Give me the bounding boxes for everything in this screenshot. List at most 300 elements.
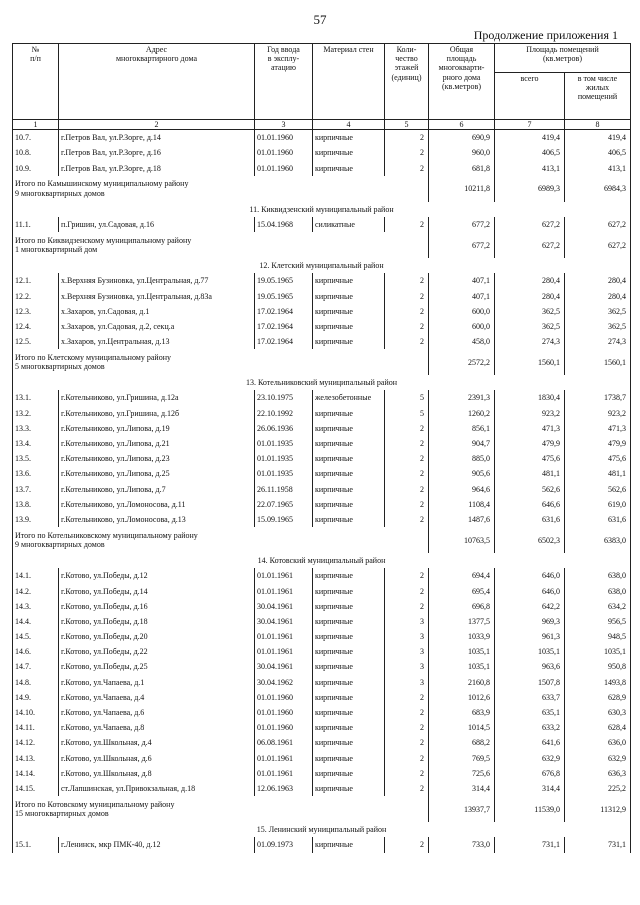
table-row bbox=[13, 735, 631, 750]
table-row bbox=[13, 145, 631, 160]
row-living-area: 225,2 bbox=[565, 781, 631, 796]
row-number: 13.4. bbox=[13, 436, 59, 451]
row-year: 26.06.1936 bbox=[255, 421, 313, 436]
row-year: 01.01.1961 bbox=[255, 766, 313, 781]
row-material: кирпичные bbox=[313, 451, 385, 466]
table-row bbox=[13, 466, 631, 481]
row-floors: 5 bbox=[385, 390, 429, 405]
district-name: 11. Киквидзенский муниципальный район bbox=[13, 202, 631, 217]
row-all-area: 633,2 bbox=[495, 720, 565, 735]
district-total-area: 2572,2 bbox=[429, 349, 495, 375]
row-total-area: 1012,6 bbox=[429, 690, 495, 705]
table-row bbox=[13, 319, 631, 334]
row-address: ст.Лапшинская, ул.Привокзальная, д.18 bbox=[59, 781, 255, 796]
row-number: 14.9. bbox=[13, 690, 59, 705]
row-all-area: 562,6 bbox=[495, 482, 565, 497]
row-total-area: 1014,5 bbox=[429, 720, 495, 735]
row-number: 14.13. bbox=[13, 751, 59, 766]
row-floors: 2 bbox=[385, 512, 429, 527]
row-floors: 2 bbox=[385, 130, 429, 146]
row-living-area: 1493,8 bbox=[565, 675, 631, 690]
row-year: 17.02.1964 bbox=[255, 319, 313, 334]
column-number: 2 bbox=[59, 120, 255, 130]
row-total-area: 694,4 bbox=[429, 568, 495, 583]
row-total-area: 683,9 bbox=[429, 705, 495, 720]
row-address: г.Котово, ул.Победы, д.25 bbox=[59, 659, 255, 674]
row-year: 01.01.1935 bbox=[255, 436, 313, 451]
row-material: железобетонные bbox=[313, 390, 385, 405]
district-living-area: 6984,3 bbox=[565, 176, 631, 202]
row-total-area: 733,0 bbox=[429, 837, 495, 852]
row-living-area: 479,9 bbox=[565, 436, 631, 451]
row-year: 17.02.1964 bbox=[255, 334, 313, 349]
row-number: 13.9. bbox=[13, 512, 59, 527]
row-address: г.Котельниково, ул.Ломоносова, д.11 bbox=[59, 497, 255, 512]
row-all-area: 362,5 bbox=[495, 304, 565, 319]
table-row bbox=[13, 675, 631, 690]
row-number: 14.3. bbox=[13, 599, 59, 614]
row-floors: 2 bbox=[385, 466, 429, 481]
row-number: 13.2. bbox=[13, 406, 59, 421]
row-living-area: 413,1 bbox=[565, 161, 631, 176]
district-total-row bbox=[13, 176, 631, 202]
district-name: 13. Котельниковский муниципальный район bbox=[13, 375, 631, 390]
row-year: 30.04.1961 bbox=[255, 614, 313, 629]
row-material: кирпичные bbox=[313, 690, 385, 705]
row-address: г.Котово, ул.Чапаева, д.1 bbox=[59, 675, 255, 690]
row-number: 12.2. bbox=[13, 289, 59, 304]
row-material: кирпичные bbox=[313, 289, 385, 304]
table-row bbox=[13, 751, 631, 766]
row-material: кирпичные bbox=[313, 161, 385, 176]
row-total-area: 1260,2 bbox=[429, 406, 495, 421]
row-all-area: 632,9 bbox=[495, 751, 565, 766]
district-section-header bbox=[13, 822, 631, 837]
row-all-area: 646,6 bbox=[495, 497, 565, 512]
row-number: 13.3. bbox=[13, 421, 59, 436]
row-material: кирпичные bbox=[313, 766, 385, 781]
row-total-area: 1108,4 bbox=[429, 497, 495, 512]
row-year: 26.11.1958 bbox=[255, 482, 313, 497]
row-total-area: 407,1 bbox=[429, 289, 495, 304]
column-number: 1 bbox=[13, 120, 59, 130]
row-address: г.Котельниково, ул.Липова, д.19 bbox=[59, 421, 255, 436]
row-floors: 2 bbox=[385, 781, 429, 796]
table-row bbox=[13, 390, 631, 405]
row-number: 14.14. bbox=[13, 766, 59, 781]
row-floors: 2 bbox=[385, 584, 429, 599]
row-total-area: 695,4 bbox=[429, 584, 495, 599]
row-total-area: 1035,1 bbox=[429, 644, 495, 659]
row-material: кирпичные bbox=[313, 497, 385, 512]
row-floors: 2 bbox=[385, 482, 429, 497]
row-number: 10.7. bbox=[13, 130, 59, 146]
row-living-area: 280,4 bbox=[565, 273, 631, 288]
row-total-area: 2160,8 bbox=[429, 675, 495, 690]
row-floors: 2 bbox=[385, 451, 429, 466]
row-year: 19.05.1965 bbox=[255, 289, 313, 304]
row-address: г.Котово, ул.Победы, д.16 bbox=[59, 599, 255, 614]
row-year: 01.01.1960 bbox=[255, 130, 313, 146]
header-no: № п/п bbox=[13, 44, 59, 120]
row-total-area: 964,6 bbox=[429, 482, 495, 497]
row-number: 14.8. bbox=[13, 675, 59, 690]
row-all-area: 642,2 bbox=[495, 599, 565, 614]
row-total-area: 2391,3 bbox=[429, 390, 495, 405]
row-floors: 2 bbox=[385, 837, 429, 852]
row-living-area: 948,5 bbox=[565, 629, 631, 644]
header-all: всего bbox=[495, 73, 565, 120]
row-floors: 2 bbox=[385, 751, 429, 766]
table-row bbox=[13, 406, 631, 421]
district-total-area: 677,2 bbox=[429, 232, 495, 258]
row-material: кирпичные bbox=[313, 629, 385, 644]
row-year: 01.01.1961 bbox=[255, 584, 313, 599]
row-material: кирпичные bbox=[313, 512, 385, 527]
row-material: кирпичные bbox=[313, 145, 385, 160]
row-all-area: 475,6 bbox=[495, 451, 565, 466]
district-total-label: Итого по Клетскому муниципальному району 5 многоквартирных домов bbox=[13, 349, 429, 375]
row-total-area: 690,9 bbox=[429, 130, 495, 146]
row-all-area: 633,7 bbox=[495, 690, 565, 705]
row-number: 12.1. bbox=[13, 273, 59, 288]
row-address: г.Петров Вал, ул.Р.Зорге, д.16 bbox=[59, 145, 255, 160]
housing-table bbox=[12, 43, 631, 853]
table-row bbox=[13, 584, 631, 599]
district-total-area: 10211,8 bbox=[429, 176, 495, 202]
row-material: кирпичные bbox=[313, 659, 385, 674]
row-material: кирпичные bbox=[313, 584, 385, 599]
row-all-area: 419,4 bbox=[495, 130, 565, 146]
row-total-area: 885,0 bbox=[429, 451, 495, 466]
district-all-area: 627,2 bbox=[495, 232, 565, 258]
district-total-label: Итого по Камышинскому муниципальному району 9 многоквартирных домов bbox=[13, 176, 429, 202]
row-number: 10.9. bbox=[13, 161, 59, 176]
row-year: 22.07.1965 bbox=[255, 497, 313, 512]
table-row bbox=[13, 451, 631, 466]
row-total-area: 960,0 bbox=[429, 145, 495, 160]
row-living-area: 638,0 bbox=[565, 584, 631, 599]
row-total-area: 600,0 bbox=[429, 319, 495, 334]
row-material: кирпичные bbox=[313, 568, 385, 583]
row-living-area: 280,4 bbox=[565, 289, 631, 304]
district-name: 15. Ленинский муниципальный район bbox=[13, 822, 631, 837]
header-living: в том числе жилых помещений bbox=[565, 73, 631, 120]
row-year: 23.10.1975 bbox=[255, 390, 313, 405]
row-total-area: 681,8 bbox=[429, 161, 495, 176]
row-floors: 2 bbox=[385, 568, 429, 583]
row-address: г.Котово, ул.Школьная, д.4 bbox=[59, 735, 255, 750]
table-row bbox=[13, 766, 631, 781]
table-row bbox=[13, 436, 631, 451]
row-living-area: 362,5 bbox=[565, 319, 631, 334]
row-year: 01.01.1960 bbox=[255, 690, 313, 705]
row-material: кирпичные bbox=[313, 406, 385, 421]
district-all-area: 11539,0 bbox=[495, 796, 565, 822]
table-row bbox=[13, 273, 631, 288]
district-section-header bbox=[13, 258, 631, 273]
row-floors: 2 bbox=[385, 145, 429, 160]
row-year: 01.01.1960 bbox=[255, 720, 313, 735]
row-year: 30.04.1962 bbox=[255, 675, 313, 690]
row-number: 12.3. bbox=[13, 304, 59, 319]
row-all-area: 413,1 bbox=[495, 161, 565, 176]
row-year: 01.01.1960 bbox=[255, 145, 313, 160]
row-number: 13.6. bbox=[13, 466, 59, 481]
district-total-label: Итого по Котовскому муниципальному району 15 многоквартирных домов bbox=[13, 796, 429, 822]
row-all-area: 274,3 bbox=[495, 334, 565, 349]
row-total-area: 1487,6 bbox=[429, 512, 495, 527]
row-material: кирпичные bbox=[313, 304, 385, 319]
row-living-area: 956,5 bbox=[565, 614, 631, 629]
row-all-area: 1830,4 bbox=[495, 390, 565, 405]
row-total-area: 688,2 bbox=[429, 735, 495, 750]
row-total-area: 1035,1 bbox=[429, 659, 495, 674]
row-floors: 3 bbox=[385, 659, 429, 674]
row-all-area: 641,6 bbox=[495, 735, 565, 750]
row-year: 17.02.1964 bbox=[255, 304, 313, 319]
district-name: 14. Котовский муниципальный район bbox=[13, 553, 631, 568]
district-total-label: Итого по Киквидзенскому муниципальному району 1 многоквартирный дом bbox=[13, 232, 429, 258]
row-living-area: 631,6 bbox=[565, 512, 631, 527]
row-address: г.Котово, ул.Победы, д.20 bbox=[59, 629, 255, 644]
row-address: г.Котельниково, ул.Гришина, д.12б bbox=[59, 406, 255, 421]
row-total-area: 407,1 bbox=[429, 273, 495, 288]
row-living-area: 471,3 bbox=[565, 421, 631, 436]
row-living-area: 475,6 bbox=[565, 451, 631, 466]
district-all-area: 1560,1 bbox=[495, 349, 565, 375]
row-year: 22.10.1992 bbox=[255, 406, 313, 421]
row-material: кирпичные bbox=[313, 273, 385, 288]
row-material: кирпичные bbox=[313, 644, 385, 659]
row-all-area: 635,1 bbox=[495, 705, 565, 720]
row-floors: 2 bbox=[385, 273, 429, 288]
row-material: силикатные bbox=[313, 217, 385, 232]
table-row bbox=[13, 421, 631, 436]
table-row bbox=[13, 629, 631, 644]
header-address: Адрес многоквартирного дома bbox=[59, 44, 255, 120]
row-living-area: 362,5 bbox=[565, 304, 631, 319]
header-material: Материал стен bbox=[313, 44, 385, 120]
district-section-header bbox=[13, 375, 631, 390]
table-row bbox=[13, 781, 631, 796]
page-number: 57 bbox=[313, 12, 327, 27]
row-living-area: 274,3 bbox=[565, 334, 631, 349]
row-number: 14.1. bbox=[13, 568, 59, 583]
row-material: кирпичные bbox=[313, 466, 385, 481]
row-floors: 2 bbox=[385, 436, 429, 451]
district-living-area: 627,2 bbox=[565, 232, 631, 258]
row-year: 30.04.1961 bbox=[255, 659, 313, 674]
row-living-area: 1035,1 bbox=[565, 644, 631, 659]
row-all-area: 314,4 bbox=[495, 781, 565, 796]
row-total-area: 1377,5 bbox=[429, 614, 495, 629]
row-number: 12.4. bbox=[13, 319, 59, 334]
row-material: кирпичные bbox=[313, 599, 385, 614]
row-total-area: 905,6 bbox=[429, 466, 495, 481]
district-section-header bbox=[13, 553, 631, 568]
table-row bbox=[13, 690, 631, 705]
row-floors: 5 bbox=[385, 406, 429, 421]
row-address: г.Котово, ул.Чапаева, д.8 bbox=[59, 720, 255, 735]
district-total-area: 10763,5 bbox=[429, 527, 495, 553]
row-address: х.Захаров, ул.Центральная, д.13 bbox=[59, 334, 255, 349]
row-all-area: 627,2 bbox=[495, 217, 565, 232]
table-row bbox=[13, 599, 631, 614]
row-year: 01.01.1935 bbox=[255, 466, 313, 481]
row-number: 14.12. bbox=[13, 735, 59, 750]
district-total-row bbox=[13, 796, 631, 822]
row-material: кирпичные bbox=[313, 319, 385, 334]
row-address: г.Котельниково, ул.Гришина, д.12а bbox=[59, 390, 255, 405]
district-living-area: 11312,9 bbox=[565, 796, 631, 822]
table-row bbox=[13, 659, 631, 674]
row-number: 13.5. bbox=[13, 451, 59, 466]
table-row bbox=[13, 304, 631, 319]
continuation-title: Продолжение приложения 1 bbox=[473, 28, 618, 42]
row-number: 15.1. bbox=[13, 837, 59, 852]
row-year: 01.01.1935 bbox=[255, 451, 313, 466]
row-address: г.Петров Вал, ул.Р.Зорге, д.14 bbox=[59, 130, 255, 146]
row-living-area: 481,1 bbox=[565, 466, 631, 481]
row-all-area: 923,2 bbox=[495, 406, 565, 421]
row-number: 10.8. bbox=[13, 145, 59, 160]
row-year: 15.04.1968 bbox=[255, 217, 313, 232]
row-floors: 2 bbox=[385, 319, 429, 334]
row-number: 14.10. bbox=[13, 705, 59, 720]
row-year: 19.05.1965 bbox=[255, 273, 313, 288]
row-number: 12.5. bbox=[13, 334, 59, 349]
row-living-area: 923,2 bbox=[565, 406, 631, 421]
row-total-area: 314,4 bbox=[429, 781, 495, 796]
row-all-area: 406,5 bbox=[495, 145, 565, 160]
row-all-area: 961,3 bbox=[495, 629, 565, 644]
row-number: 13.1. bbox=[13, 390, 59, 405]
row-all-area: 731,1 bbox=[495, 837, 565, 852]
row-all-area: 1035,1 bbox=[495, 644, 565, 659]
table-row bbox=[13, 289, 631, 304]
row-floors: 2 bbox=[385, 161, 429, 176]
row-number: 14.5. bbox=[13, 629, 59, 644]
row-material: кирпичные bbox=[313, 421, 385, 436]
row-material: кирпичные bbox=[313, 130, 385, 146]
row-all-area: 969,3 bbox=[495, 614, 565, 629]
row-floors: 3 bbox=[385, 675, 429, 690]
row-material: кирпичные bbox=[313, 735, 385, 750]
row-living-area: 628,4 bbox=[565, 720, 631, 735]
district-total-row bbox=[13, 349, 631, 375]
row-floors: 2 bbox=[385, 720, 429, 735]
row-total-area: 769,5 bbox=[429, 751, 495, 766]
row-year: 01.09.1973 bbox=[255, 837, 313, 852]
district-all-area: 6989,3 bbox=[495, 176, 565, 202]
row-number: 14.2. bbox=[13, 584, 59, 599]
row-material: кирпичные bbox=[313, 751, 385, 766]
header-floors: Коли- чество этажей (единиц) bbox=[385, 44, 429, 120]
row-living-area: 630,3 bbox=[565, 705, 631, 720]
row-all-area: 676,8 bbox=[495, 766, 565, 781]
row-address: х.Захаров, ул.Садовая, д.2, секц.а bbox=[59, 319, 255, 334]
table-row bbox=[13, 497, 631, 512]
row-total-area: 1033,9 bbox=[429, 629, 495, 644]
row-living-area: 1738,7 bbox=[565, 390, 631, 405]
column-number: 6 bbox=[429, 120, 495, 130]
row-all-area: 1507,8 bbox=[495, 675, 565, 690]
row-floors: 2 bbox=[385, 599, 429, 614]
row-address: г.Котельниково, ул.Липова, д.23 bbox=[59, 451, 255, 466]
row-year: 12.06.1963 bbox=[255, 781, 313, 796]
row-year: 30.04.1961 bbox=[255, 599, 313, 614]
row-floors: 2 bbox=[385, 735, 429, 750]
table-row bbox=[13, 614, 631, 629]
row-total-area: 856,1 bbox=[429, 421, 495, 436]
row-living-area: 950,8 bbox=[565, 659, 631, 674]
row-year: 01.01.1961 bbox=[255, 568, 313, 583]
row-floors: 2 bbox=[385, 705, 429, 720]
row-total-area: 600,0 bbox=[429, 304, 495, 319]
row-floors: 2 bbox=[385, 304, 429, 319]
district-total-area: 13937,7 bbox=[429, 796, 495, 822]
row-total-area: 677,2 bbox=[429, 217, 495, 232]
district-total-label: Итого по Котельниковскому муниципальному району 9 многоквартирных домов bbox=[13, 527, 429, 553]
row-year: 15.09.1965 bbox=[255, 512, 313, 527]
row-floors: 2 bbox=[385, 690, 429, 705]
district-section-header bbox=[13, 202, 631, 217]
row-living-area: 406,5 bbox=[565, 145, 631, 160]
row-all-area: 481,1 bbox=[495, 466, 565, 481]
district-name: 12. Клетский муниципальный район bbox=[13, 258, 631, 273]
row-material: кирпичные bbox=[313, 614, 385, 629]
header-year: Год ввода в эксплу- атацию bbox=[255, 44, 313, 120]
row-living-area: 632,9 bbox=[565, 751, 631, 766]
row-all-area: 362,5 bbox=[495, 319, 565, 334]
table-row bbox=[13, 217, 631, 232]
column-number: 8 bbox=[565, 120, 631, 130]
row-living-area: 636,3 bbox=[565, 766, 631, 781]
row-floors: 2 bbox=[385, 766, 429, 781]
row-address: г.Котово, ул.Чапаева, д.6 bbox=[59, 705, 255, 720]
district-living-area: 6383,0 bbox=[565, 527, 631, 553]
row-all-area: 646,0 bbox=[495, 584, 565, 599]
row-number: 11.1. bbox=[13, 217, 59, 232]
row-all-area: 631,6 bbox=[495, 512, 565, 527]
district-total-row bbox=[13, 232, 631, 258]
header-total-area: Общая площадь многокварти- рного дома (кв.метров) bbox=[429, 44, 495, 120]
row-total-area: 725,6 bbox=[429, 766, 495, 781]
row-year: 01.01.1961 bbox=[255, 644, 313, 659]
row-address: г.Котово, ул.Победы, д.14 bbox=[59, 584, 255, 599]
row-address: х.Верхняя Бузиновка, ул.Центральная, д.83а bbox=[59, 289, 255, 304]
row-floors: 3 bbox=[385, 614, 429, 629]
table-row bbox=[13, 644, 631, 659]
row-living-area: 619,0 bbox=[565, 497, 631, 512]
row-living-area: 636,0 bbox=[565, 735, 631, 750]
row-number: 14.6. bbox=[13, 644, 59, 659]
row-all-area: 471,3 bbox=[495, 421, 565, 436]
row-material: кирпичные bbox=[313, 334, 385, 349]
district-total-row bbox=[13, 527, 631, 553]
row-address: г.Котово, ул.Победы, д.18 bbox=[59, 614, 255, 629]
row-living-area: 634,2 bbox=[565, 599, 631, 614]
row-living-area: 419,4 bbox=[565, 130, 631, 146]
row-living-area: 562,6 bbox=[565, 482, 631, 497]
row-floors: 2 bbox=[385, 421, 429, 436]
row-year: 06.08.1961 bbox=[255, 735, 313, 750]
row-total-area: 904,7 bbox=[429, 436, 495, 451]
table-row bbox=[13, 482, 631, 497]
column-number: 7 bbox=[495, 120, 565, 130]
row-material: кирпичные bbox=[313, 781, 385, 796]
